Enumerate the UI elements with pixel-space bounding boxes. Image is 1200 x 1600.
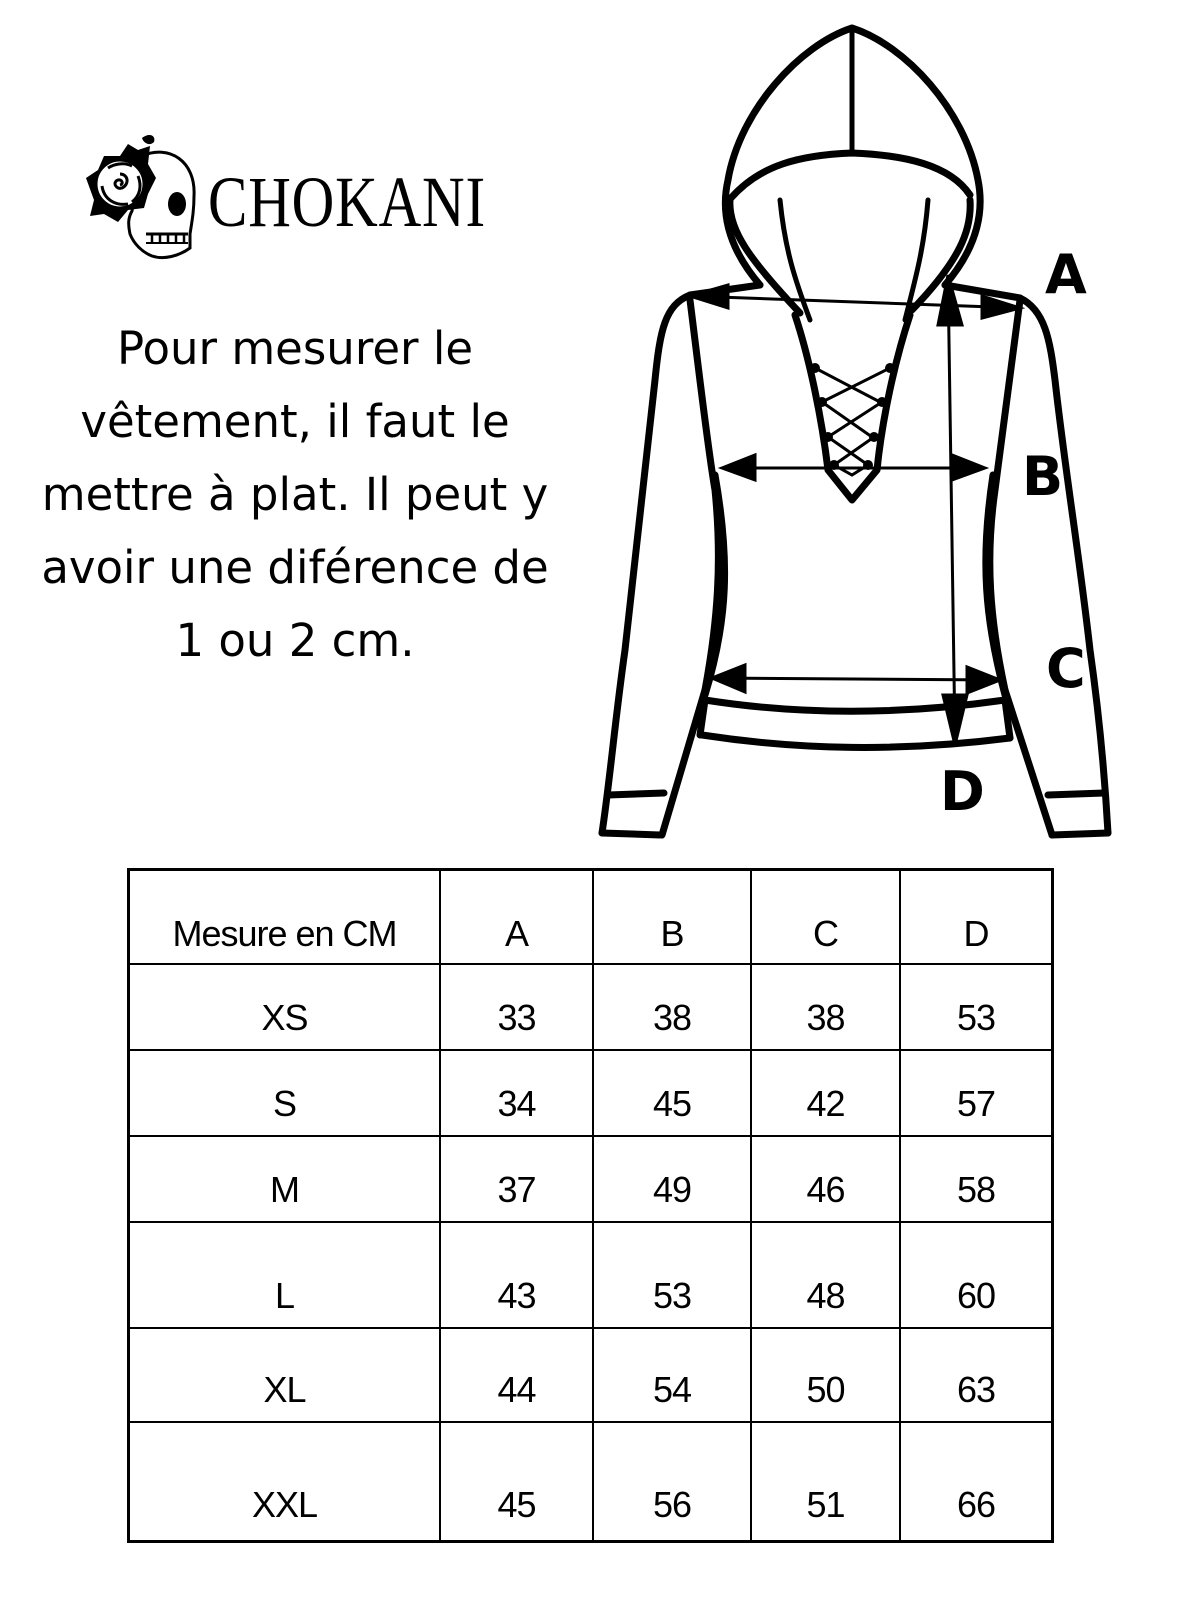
value-b: 53 <box>593 1222 751 1328</box>
size-cell: M <box>129 1136 441 1222</box>
header-d: D <box>900 870 1053 964</box>
header-b: B <box>593 870 751 964</box>
size-chart-table <box>127 868 1054 1543</box>
value-a: 37 <box>440 1136 593 1222</box>
value-c: 51 <box>751 1422 900 1542</box>
table-row <box>129 1136 1053 1222</box>
header-c: C <box>751 870 900 964</box>
value-c: 46 <box>751 1136 900 1222</box>
value-c: 50 <box>751 1328 900 1422</box>
table-row <box>129 964 1053 1050</box>
value-d: 57 <box>900 1050 1053 1136</box>
header-measure: Mesure en CM <box>129 870 441 964</box>
value-c: 42 <box>751 1050 900 1136</box>
value-c: 48 <box>751 1222 900 1328</box>
value-b: 49 <box>593 1136 751 1222</box>
brand-name: CHOKANI <box>208 162 486 242</box>
brand-logo <box>84 126 484 266</box>
value-b: 54 <box>593 1328 751 1422</box>
size-cell: S <box>129 1050 441 1136</box>
instruction-line: 1 ou 2 cm. <box>175 614 415 667</box>
value-d: 66 <box>900 1422 1053 1542</box>
value-d: 60 <box>900 1222 1053 1328</box>
size-cell: XXL <box>129 1422 441 1542</box>
value-a: 44 <box>440 1328 593 1422</box>
skull-with-rose-icon <box>84 126 204 266</box>
value-b: 56 <box>593 1422 751 1542</box>
hoodie-measurement-diagram <box>590 20 1150 850</box>
label-a: A <box>1045 243 1087 306</box>
label-c: C <box>1046 637 1086 700</box>
size-cell: XS <box>129 964 441 1050</box>
value-b: 38 <box>593 964 751 1050</box>
value-d: 63 <box>900 1328 1053 1422</box>
instruction-line: Pour mesurer le <box>116 322 474 375</box>
value-d: 58 <box>900 1136 1053 1222</box>
value-a: 45 <box>440 1422 593 1542</box>
value-a: 43 <box>440 1222 593 1328</box>
table-row <box>129 1422 1053 1542</box>
hoodie-outline-icon <box>590 20 1150 850</box>
table-row <box>129 1222 1053 1328</box>
instruction-line: vêtement, il faut le <box>80 395 510 448</box>
measuring-instructions <box>10 312 580 677</box>
table-row <box>129 1050 1053 1136</box>
value-b: 45 <box>593 1050 751 1136</box>
header-a: A <box>440 870 593 964</box>
value-a: 34 <box>440 1050 593 1136</box>
value-c: 38 <box>751 964 900 1050</box>
instruction-line: avoir une diférence de <box>41 541 549 594</box>
size-cell: XL <box>129 1328 441 1422</box>
value-d: 53 <box>900 964 1053 1050</box>
size-cell: L <box>129 1222 441 1328</box>
label-d: D <box>940 760 985 823</box>
label-b: B <box>1022 445 1064 508</box>
value-a: 33 <box>440 964 593 1050</box>
table-header-row <box>129 870 1053 964</box>
table-row <box>129 1328 1053 1422</box>
instruction-line: mettre à plat. Il peut y <box>41 468 549 521</box>
